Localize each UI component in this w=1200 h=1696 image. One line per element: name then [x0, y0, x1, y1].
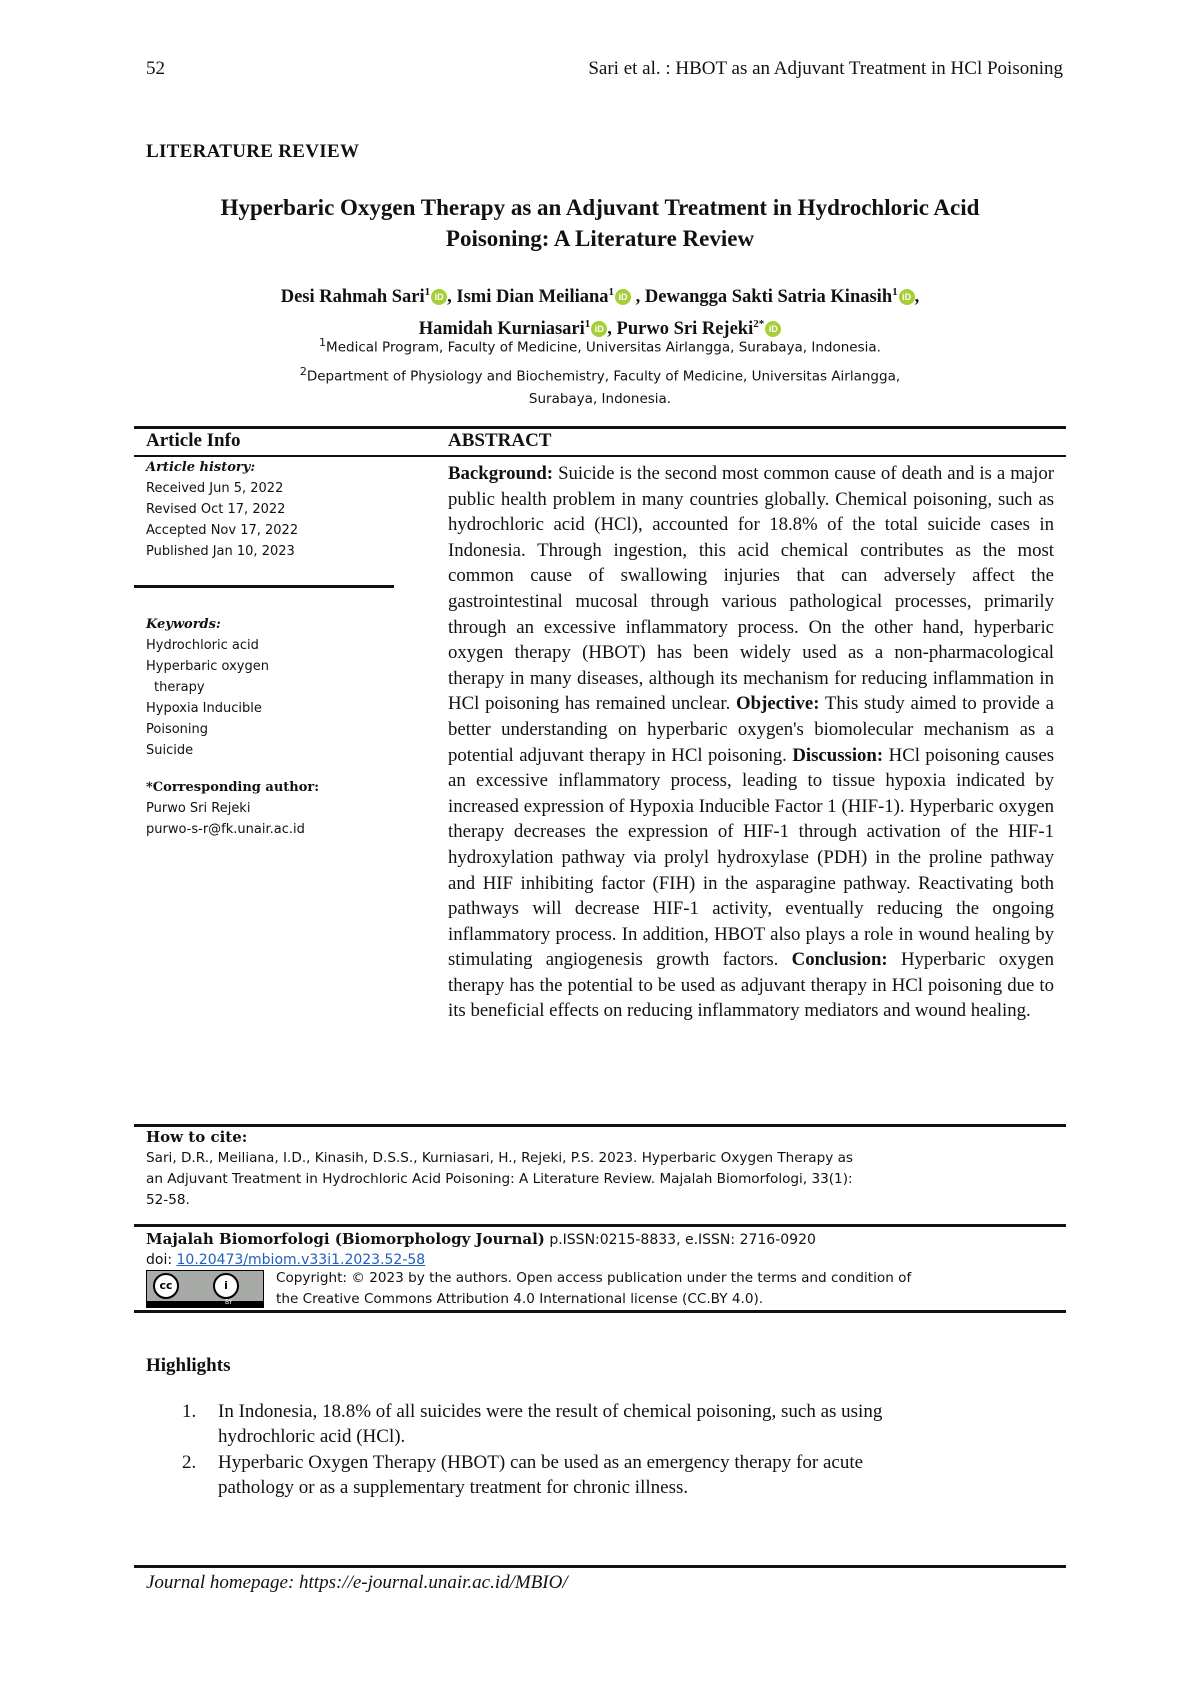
keyword: therapy [154, 680, 205, 695]
orcid-icon[interactable]: iD [899, 289, 915, 305]
journal-name: Majalah Biomorfologi (Biomorphology Journal) [146, 1230, 545, 1248]
highlight-text: hydrochloric acid (HCl). [218, 1426, 406, 1447]
doi-label: doi: [146, 1252, 177, 1268]
author-affiliation-mark: 1 [892, 286, 898, 298]
journal-rule [134, 1224, 1066, 1227]
article-info-heading: Article Info [146, 430, 241, 451]
highlight-item [182, 1399, 1022, 1449]
abstract-body [448, 461, 1054, 1024]
abstract-heading: ABSTRACT [448, 430, 552, 451]
corresponding-email[interactable]: purwo-s-r@fk.unair.ac.id [146, 822, 305, 837]
revised-date: Revised Oct 17, 2022 [146, 502, 286, 517]
background-text: Suicide is the second most common cause of death and is a major public health problem in many countries globally. Chemical poisoning, such as hydrochloric acid (HCl), accounted for 18.8% of the total suicide cases in Indonesia. Through ingestion, this acid chemical contributes as the most common cause of swallowing injuries that can adversely affect the gastrointestinal mucosal through various pathological processes, primarily through an excessive inflammatory process. On the other hand, hyperbaric oxygen therapy (HBOT) has been widely used as a non-pharmacological therapy in many diseases, although its mechanism for reducing inflammation in HCl poisoning has remained unclear. [448, 463, 1054, 715]
highlight-item [182, 1450, 1022, 1500]
author-name: Ismi Dian Meiliana [456, 287, 609, 308]
keyword: Suicide [146, 743, 194, 758]
affiliations [140, 331, 1060, 411]
copyright-notice [276, 1268, 996, 1310]
keyword: Hydrochloric acid [146, 638, 259, 653]
background-label: Background: [448, 463, 554, 484]
corresponding-author [146, 777, 319, 840]
article-history [146, 457, 298, 562]
keyword: Poisoning [146, 722, 209, 737]
copyright-line: the Creative Commons Attribution 4.0 International license (CC.BY 4.0). [276, 1291, 764, 1307]
running-title: Sari et al. : HBOT as an Adjuvant Treatment in HCl Poisoning [588, 58, 1063, 79]
author-name: Dewangga Sakti Satria Kinasih [644, 287, 893, 308]
title-line-2: Poisoning: A Literature Review [445, 226, 755, 251]
keywords-label: Keywords: [146, 617, 221, 632]
highlight-text: Hyperbaric Oxygen Therapy (HBOT) can be used as an emergency therapy for acute [218, 1452, 864, 1473]
author-name: Hamidah Kurniasari [418, 319, 585, 340]
author-affiliation-mark: 1 [424, 286, 431, 298]
discussion-label: Discussion: [792, 744, 884, 766]
author-separator: , [447, 287, 457, 308]
copyright-line: Copyright: © 2023 by the authors. Open access publication under the terms and condition of [276, 1270, 912, 1286]
journal-homepage[interactable]: Journal homepage: https://e-journal.unair.ac.id/MBIO/ [146, 1572, 568, 1593]
author-affiliation-mark: 1 [584, 318, 591, 331]
highlight-number: 2. [182, 1452, 197, 1473]
corresponding-label: *Corresponding author: [146, 780, 320, 795]
history-label: Article history: [146, 460, 256, 475]
cite-line: an Adjuvant Treatment in Hydrochloric Acid Poisoning: A Literature Review. Majalah Biomorfologi, 33(1): [146, 1171, 853, 1187]
discussion-text: HCl poisoning causes an excessive inflammatory process, leading to tissue hypoxia indicated by increased expression of Hypoxia Inducible Factor 1 (HIF-1). Hyperbaric oxygen therapy decreases the expression of HIF-1 through activation of the HIF-1 hydroxylation pathway via prolyl hydroxylase (PDH) in the proline pathway and HIF inhibiting factor (FIH) in the asparagine pathway. Reactivating both pathways will decrease HIF-1 activity, eventually reducing the ongoing inflammatory process. In addition, HBOT also plays a role in wound healing by stimulating angiogenesis growth factors. [448, 744, 1055, 971]
author-separator: , [607, 319, 617, 340]
orcid-icon[interactable]: iD [765, 321, 781, 337]
footer-rule [134, 1565, 1066, 1568]
affiliation-2: Department of Physiology and Biochemistry, Faculty of Medicine, Universitas Airlangga, [306, 368, 901, 384]
orcid-icon[interactable]: iD [431, 289, 447, 305]
highlight-text: In Indonesia, 18.8% of all suicides were the result of chemical poisoning, such as using [218, 1401, 883, 1422]
section-label: LITERATURE REVIEW [146, 141, 360, 162]
author-separator: , [631, 287, 645, 308]
journal-info [146, 1230, 816, 1248]
conclusion-text: Hyperbaric oxygen therapy has the potential to be used as adjuvant therapy in HCl poisoning due to its beneficial effects on reducing inflammatory mediators and wound healing. [448, 949, 1054, 1022]
highlight-text: pathology or as a supplementary treatment for chronic illness. [218, 1477, 689, 1498]
cc-icon: cc [153, 1273, 179, 1299]
journal-issn: p.ISSN:0215-8833, e.ISSN: 2716-0920 [544, 1232, 816, 1248]
cite-line: 52-58. [146, 1192, 190, 1208]
cc-license-badge[interactable] [146, 1270, 264, 1308]
objective-text: This study aimed to provide a better understanding on hyperbaric oxygen's biomolecular mechanism as a potential adjuvant therapy in HCl poisoning. [448, 693, 1054, 766]
cite-line: Sari, D.R., Meiliana, I.D., Kinasih, D.S.S., Kurniasari, H., Rejeki, P.S. 2023. Hyperbaric Oxygen Therapy as [146, 1150, 853, 1166]
affiliation-1: Medical Program, Faculty of Medicine, Universitas Airlangga, Surabaya, Indonesia. [326, 339, 881, 356]
author-name: Desi Rahmah Sari [280, 287, 425, 308]
conclusion-label: Conclusion: [791, 949, 888, 971]
affiliation-number: 1 [319, 336, 327, 349]
affiliation-number: 2 [299, 364, 307, 378]
highlights-heading: Highlights [146, 1355, 231, 1376]
keyword: Hyperbaric oxygen [146, 659, 269, 674]
objective-label: Objective: [736, 693, 820, 715]
keywords [146, 614, 269, 761]
orcid-icon[interactable]: iD [615, 289, 631, 305]
doi-line [146, 1252, 425, 1268]
keyword: Hypoxia Inducible [146, 701, 262, 716]
doi-link[interactable]: 10.20473/mbiom.v33i1.2023.52-58 [176, 1252, 426, 1268]
cc-by-label: BY [225, 1299, 233, 1306]
highlight-number: 1. [182, 1401, 197, 1422]
author-name: Purwo Sri Rejeki [616, 319, 754, 340]
license-rule [134, 1310, 1066, 1313]
article-title [140, 192, 1060, 254]
accepted-date: Accepted Nov 17, 2022 [146, 523, 299, 538]
author-affiliation-mark: 1 [608, 286, 615, 298]
author-separator: , [914, 287, 920, 308]
top-rule [134, 426, 1066, 429]
affiliation-2-continued: Surabaya, Indonesia. [528, 391, 672, 407]
author-affiliation-mark: 2* [753, 318, 765, 331]
page-number: 52 [146, 58, 165, 79]
corresponding-name: Purwo Sri Rejeki [146, 801, 251, 816]
published-date: Published Jan 10, 2023 [146, 544, 295, 559]
how-to-cite [146, 1127, 1056, 1211]
attribution-person-icon: i [213, 1273, 239, 1299]
cite-label: How to cite: [146, 1128, 248, 1146]
title-line-1: Hyperbaric Oxygen Therapy as an Adjuvant Treatment in Hydrochloric Acid [220, 195, 980, 220]
info-divider [134, 585, 394, 588]
orcid-icon[interactable]: iD [591, 321, 607, 337]
received-date: Received Jun 5, 2022 [146, 481, 284, 496]
